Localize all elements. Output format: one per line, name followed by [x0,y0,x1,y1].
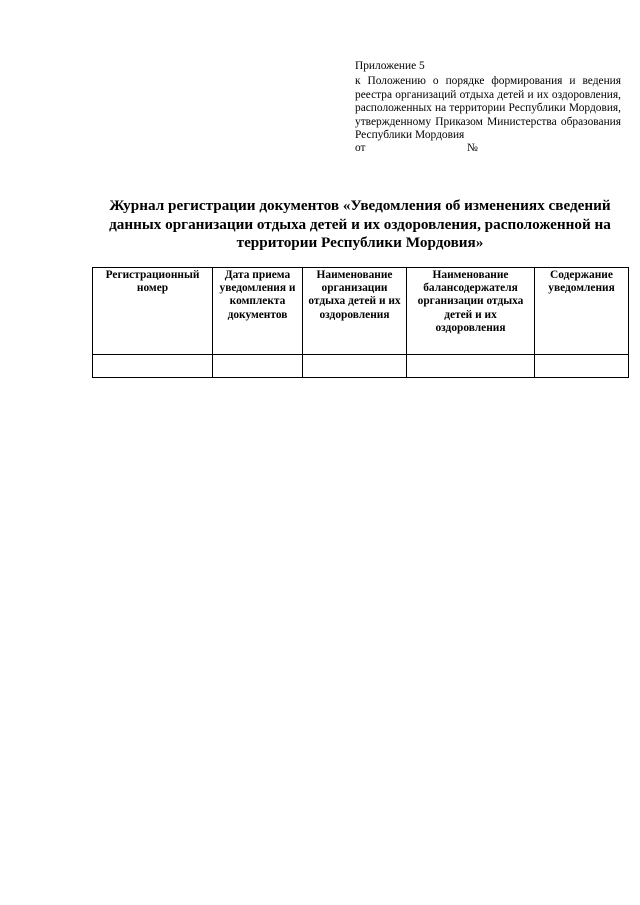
journal-title: Журнал регистрации документов «Уведомления об изменениях сведений данных организации отдыха детей и их оздоровления, расположенной на территории Республики Мордовия» [109,197,611,251]
table-cell [535,355,629,378]
appendix-date-line [355,142,621,156]
table-cell [213,355,303,378]
appendix-title: Приложение 5 [355,60,425,72]
table-header-row [93,268,629,355]
date-label: от [355,142,366,155]
column-header-notification-content: Содержание уведомления [535,268,629,355]
table-cell [303,355,407,378]
column-header-registration-number: Регистрационный номер [93,268,213,355]
table-cell [93,355,213,378]
column-header-receipt-date: Дата приема уведомления и комплекта документов [213,268,303,355]
number-label: № [467,142,478,155]
appendix-text: к Положению о порядке формирования и ведения реестра организаций отдыха детей и их оздоровления, расположенных на территории Республики Мордовия, утвержденному Приказом Министерства образования Республики Мордовия [355,75,621,142]
journal-table [92,267,629,378]
table-row [93,355,629,378]
appendix-block [355,60,621,156]
column-header-organization-name: Наименование организации отдыха детей и их оздоровления [303,268,407,355]
column-header-balance-holder-name: Наименование балансодержателя организации отдыха детей и их оздоровления [407,268,535,355]
table-cell [407,355,535,378]
